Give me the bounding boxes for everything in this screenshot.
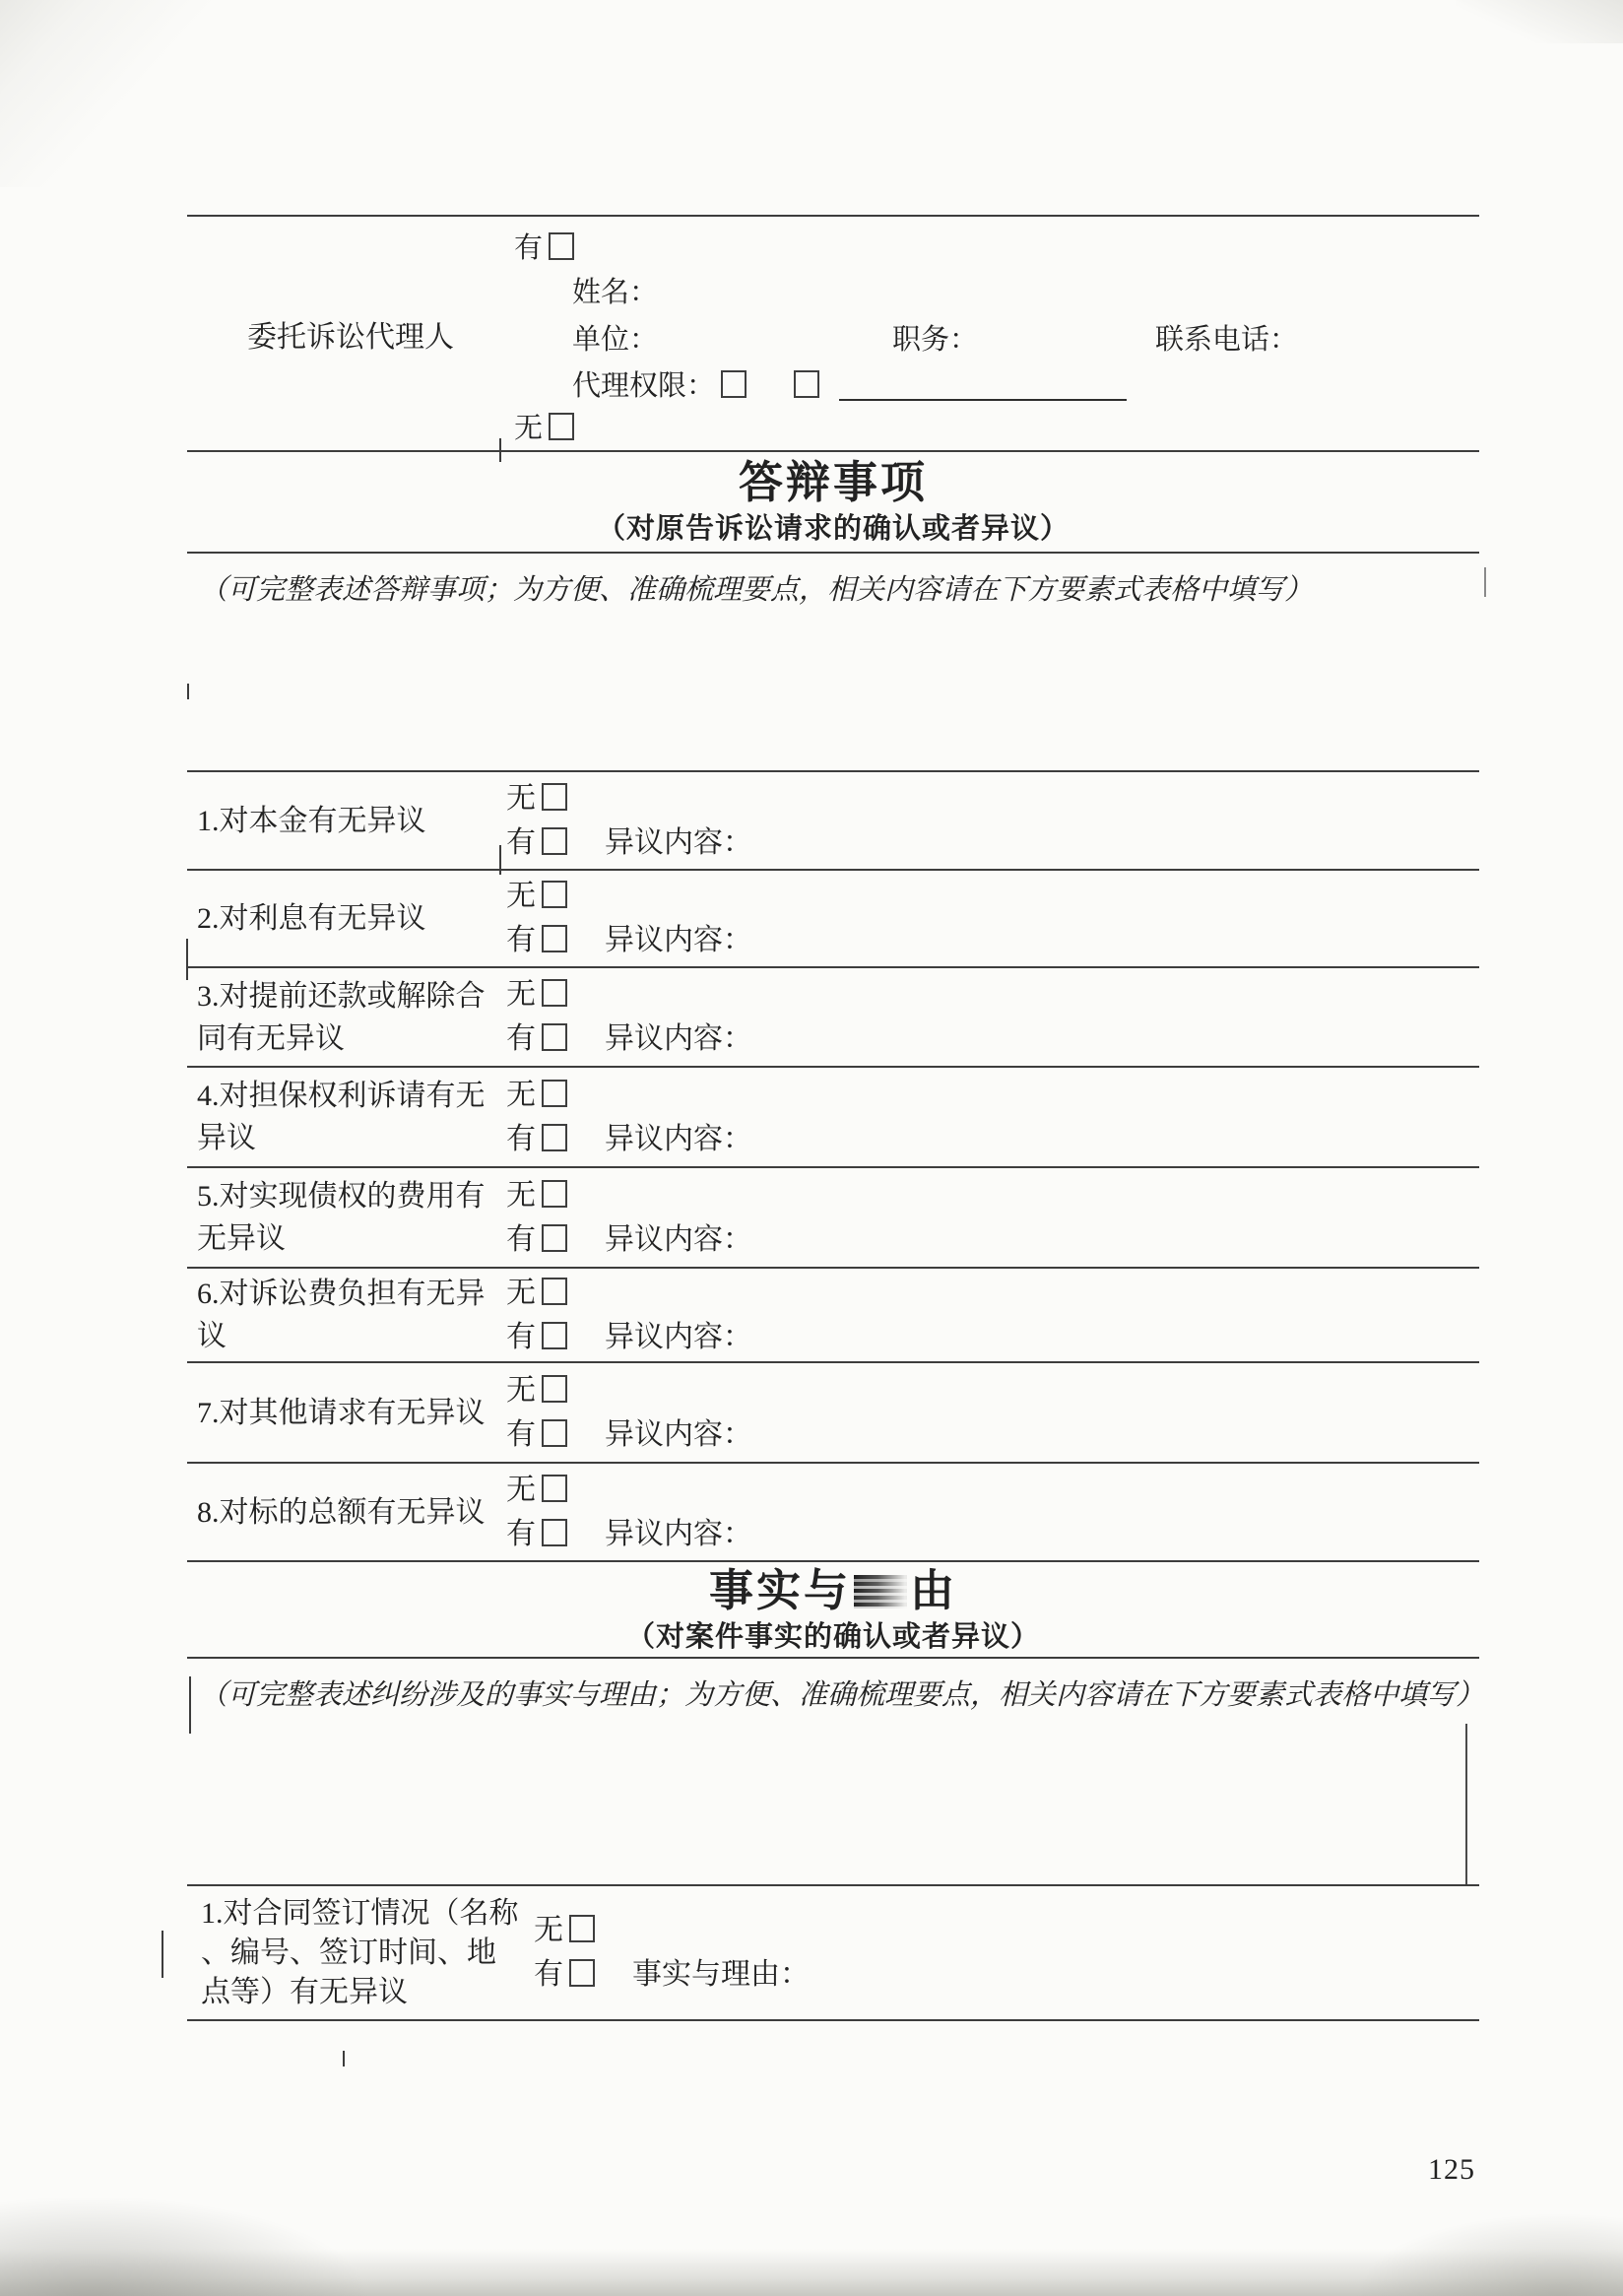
agent-unit-line — [572, 321, 1479, 359]
unit-field-label: 单位： — [572, 324, 659, 356]
page-number: 125 — [1428, 2153, 1475, 2186]
row4-checkbox-no[interactable] — [542, 1080, 567, 1107]
row-label: 1.对合同签订情况（名称、编号、签订时间、地点等）有无异议 — [201, 1896, 519, 2008]
defense-row-6: 6.对诉讼费负担有无异议 无 有 异议内容： — [187, 1269, 1479, 1363]
row-label: 2.对利息有无异议 — [197, 902, 426, 935]
table-right-border-fragment — [1465, 1724, 1467, 1884]
agent-has-checkbox[interactable] — [549, 232, 574, 260]
agent-none-checkbox[interactable] — [549, 413, 574, 440]
general-auth-checkbox[interactable] — [721, 370, 747, 398]
row2-checkbox-yes[interactable] — [542, 925, 567, 952]
defense-row-7: 7.对其他请求有无异议 无 有 异议内容： — [187, 1363, 1479, 1464]
facts-row-1: 1.对合同签订情况（名称、编号、签订时间、地点等）有无异议 无 有 事实与理由： — [187, 1886, 1479, 2021]
scan-blob-artifact — [1337, 2206, 1623, 2296]
name-field-label: 姓名： — [572, 277, 659, 308]
objection-content-label: 异议内容： — [605, 1417, 752, 1451]
section-subtitle-facts: （对案件事实的确认或者异议） — [625, 1620, 1040, 1653]
row-label: 5.对实现债权的费用有无异议 — [197, 1180, 486, 1255]
row7-checkbox-yes[interactable] — [542, 1419, 567, 1447]
section-title-facts: 事实与 由 — [708, 1565, 958, 1615]
defense-row-3: 3.对提前还款或解除合同有无异议 无 有 异议内容： — [187, 968, 1479, 1068]
facts-row1-checkbox-no[interactable] — [569, 1915, 595, 1942]
form-table — [187, 215, 1485, 2021]
defense-row-8: 8.对标的总额有无异议 无 有 异议内容： — [187, 1464, 1479, 1562]
row6-checkbox-yes[interactable] — [542, 1322, 567, 1349]
row-label: 3.对提前还款或解除合同有无异议 — [197, 979, 486, 1055]
defense-title-block — [187, 452, 1479, 554]
row-label: 8.对标的总额有无异议 — [197, 1495, 486, 1529]
defense-row-2: 2.对利息有无异议 无 有 异议内容： — [187, 871, 1479, 968]
row-label: 4.对担保权利诉请有无异议 — [197, 1080, 486, 1154]
section-title-defense: 答辩事项 — [738, 458, 928, 507]
agent-content — [514, 217, 1479, 450]
objection-content-label: 异议内容： — [605, 1022, 752, 1055]
agent-label: 委托诉讼代理人 — [247, 320, 454, 354]
row2-checkbox-no[interactable] — [542, 881, 567, 908]
authority-line — [572, 367, 1127, 405]
agent-none-line: 无 — [514, 410, 574, 447]
defense-row-1: 1.对本金有无异议 无 有 异议内容： — [187, 772, 1479, 871]
authority-label: 代理权限： — [572, 370, 716, 402]
row3-checkbox-no[interactable] — [542, 979, 567, 1007]
section-subtitle-defense: （对原告诉讼请求的确认或者异议） — [596, 513, 1070, 545]
agent-has-line: 有 — [514, 230, 574, 267]
objection-content-label: 异议内容： — [605, 1222, 752, 1256]
defense-note: （可完整表述答辩事项；为方便、准确梳理要点，相关内容请在下方要素式表格中填写） — [199, 574, 1314, 606]
special-auth-checkbox[interactable] — [794, 370, 819, 398]
defense-row-5: 5.对实现债权的费用有无异议 无 有 异议内容： — [187, 1168, 1479, 1269]
facts-note-cell — [187, 1659, 1485, 1886]
objection-content-label: 异议内容： — [605, 924, 752, 956]
scan-fold-artifact — [0, 0, 256, 187]
row-label: 6.对诉讼费负担有无异议 — [197, 1278, 486, 1352]
row6-checkbox-no[interactable] — [542, 1278, 567, 1305]
facts-note: （可完整表述纠纷涉及的事实与理由；为方便、准确梳理要点，相关内容请在下方要素式表格中填写） — [199, 1679, 1485, 1711]
facts-title-block — [187, 1562, 1479, 1659]
position-field-label: 职务： — [892, 324, 979, 356]
facts-content-label: 事实与理由： — [632, 1958, 810, 1991]
defense-row-4: 4.对担保权利诉请有无异议 无 有 异议内容： — [187, 1068, 1479, 1168]
row-label: 7.对其他请求有无异议 — [197, 1396, 486, 1429]
ink-smudge-artifact — [854, 1575, 907, 1608]
row7-checkbox-no[interactable] — [542, 1375, 567, 1403]
row5-checkbox-yes[interactable] — [542, 1224, 567, 1252]
phone-field-label: 联系电话： — [1155, 324, 1299, 356]
row5-checkbox-no[interactable] — [542, 1180, 567, 1208]
scan-smudge-artifact — [1456, 0, 1623, 43]
row1-checkbox-yes[interactable] — [542, 827, 567, 855]
row4-checkbox-yes[interactable] — [542, 1124, 567, 1151]
defense-note-cell — [187, 554, 1479, 772]
row8-checkbox-no[interactable] — [542, 1475, 567, 1502]
scan-blob-artifact — [0, 2188, 394, 2296]
agent-row — [187, 217, 1479, 452]
row1-checkbox-no[interactable] — [542, 783, 567, 811]
row3-checkbox-yes[interactable] — [542, 1023, 567, 1051]
scan-line-artifact — [343, 2051, 345, 2066]
objection-content-label: 异议内容： — [605, 1122, 752, 1155]
scan-line-artifact — [1484, 567, 1486, 597]
objection-content-label: 异议内容： — [605, 1517, 752, 1550]
objection-content-label: 异议内容： — [605, 825, 752, 859]
row-label: 1.对本金有无异议 — [197, 804, 426, 837]
objection-content-label: 异议内容： — [605, 1320, 752, 1353]
facts-row1-checkbox-yes[interactable] — [569, 1959, 595, 1987]
scan-line-artifact — [162, 1931, 163, 1978]
row8-checkbox-yes[interactable] — [542, 1519, 567, 1546]
special-auth-blank-line[interactable] — [839, 373, 1127, 401]
